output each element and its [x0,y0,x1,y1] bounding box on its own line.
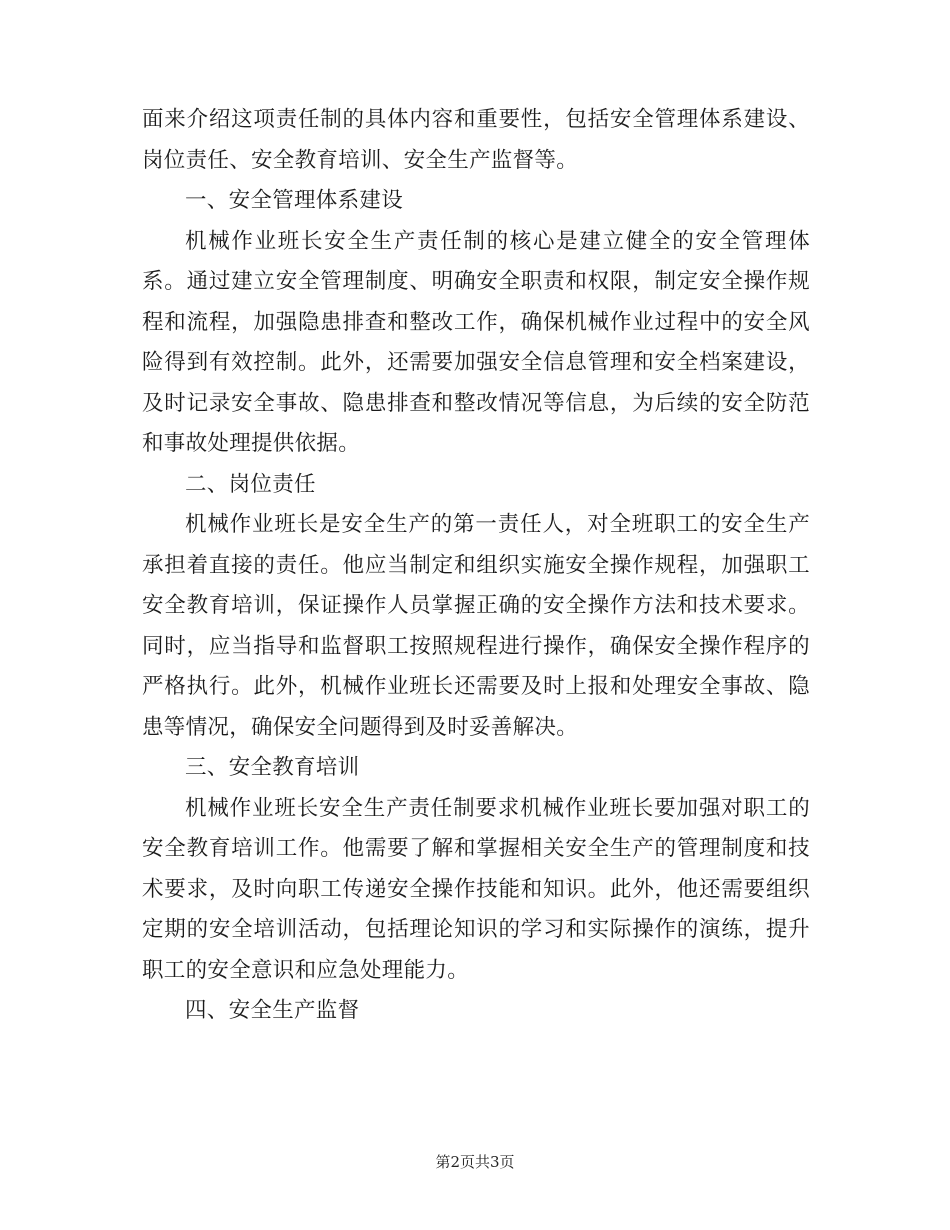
section-heading-2: 二、岗位责任 [185,471,316,497]
section-heading-4: 四、安全生产监督 [185,998,360,1023]
section-body-3: 机械作业班长安全生产责任制要求机械作业班长要加强对职工的安全教育培训工作。他需要了解和掌握相关安全生产的管理制度和技术要求，及时向职工传递安全操作技能和知识。此外，他还需要组织定期的安全培训活动，包括理论知识的学习和实际操作的演练，提升职工的安全意识和应急处理能力。 [142,795,810,983]
page-number-footer: 第2页共3页 [435,1153,515,1171]
section-body-1: 机械作业班长安全生产责任制的核心是建立健全的安全管理体系。通过建立安全管理制度、明确安全职责和权限，制定安全操作规程和流程，加强隐患排查和整改工作，确保机械作业过程中的安全风险得到有效控制。此外，还需要加强安全信息管理和安全档案建设，及时记录安全事故、隐患排查和整改情况等信息，为后续的安全防范和事故处理提供依据。 [142,228,810,456]
intro-paragraph: 面来介绍这项责任制的具体内容和重要性，包括安全管理体系建设、岗位责任、安全教育培训、安全生产监督等。 [142,107,810,173]
section-heading-3: 三、安全教育培训 [185,755,360,780]
section-heading-1: 一、安全管理体系建设 [185,188,404,213]
section-body-2: 机械作业班长是安全生产的第一责任人，对全班职工的安全生产承担着直接的责任。他应当制定和组织实施安全操作规程，加强职工安全教育培训，保证操作人员掌握正确的安全操作方法和技术要求。同时，应当指导和监督职工按照规程进行操作，确保安全操作程序的严格执行。此外，机械作业班长还需要及时上报和处理安全事故、隐患等情况，确保安全问题得到及时妥善解决。 [142,512,810,740]
document-body [142,100,810,1032]
